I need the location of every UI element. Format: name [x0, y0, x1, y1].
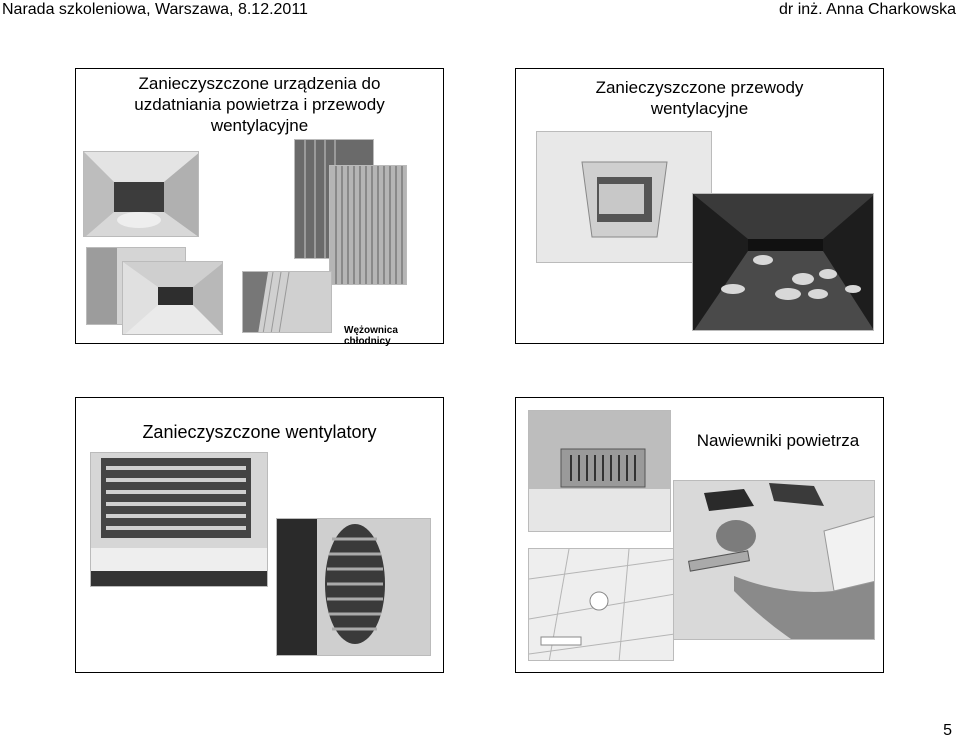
square-duct-photo	[536, 131, 712, 263]
slide-contaminated-devices	[75, 68, 444, 347]
coil-caption: Wężownica chłodnicy	[344, 325, 398, 347]
ceiling-tiles-photo	[528, 548, 674, 661]
slide-air-diffusers	[515, 397, 884, 673]
header-event: Narada szkoleniowa, Warszawa, 8.12.2011	[2, 1, 308, 18]
slide-title	[681, 430, 875, 451]
title-line: wentylacyjne	[650, 99, 749, 118]
title-line: Zanieczyszczone przewody	[595, 78, 804, 97]
fan-blades-photo	[90, 452, 268, 587]
header-author: dr inż. Anna Charkowska	[779, 1, 956, 18]
slide-title	[76, 422, 443, 443]
duct-photo-2	[122, 261, 223, 335]
title-line: uzdatniania powietrza i przewody	[134, 95, 385, 114]
title-line: wentylacyjne	[210, 116, 309, 135]
debris-duct-photo	[692, 193, 874, 331]
title-line: Nawiewniki powietrza	[696, 431, 860, 450]
title-line: Zanieczyszczone wentylatory	[142, 422, 377, 442]
slide-contaminated-ducts	[515, 68, 884, 344]
dirty-diffuser-hand-photo	[673, 480, 875, 640]
fan-wheel-photo	[276, 518, 431, 656]
coil-photo	[329, 165, 407, 285]
ceiling-diffuser-photo	[528, 410, 671, 532]
page-number: 5	[943, 722, 952, 739]
slide-title	[76, 73, 443, 136]
slide-title	[516, 77, 883, 119]
coil-closeup-photo	[242, 271, 332, 333]
duct-interior-photo	[83, 151, 199, 237]
slide-contaminated-fans	[75, 397, 444, 673]
title-line: Zanieczyszczone urządzenia do	[138, 74, 381, 93]
